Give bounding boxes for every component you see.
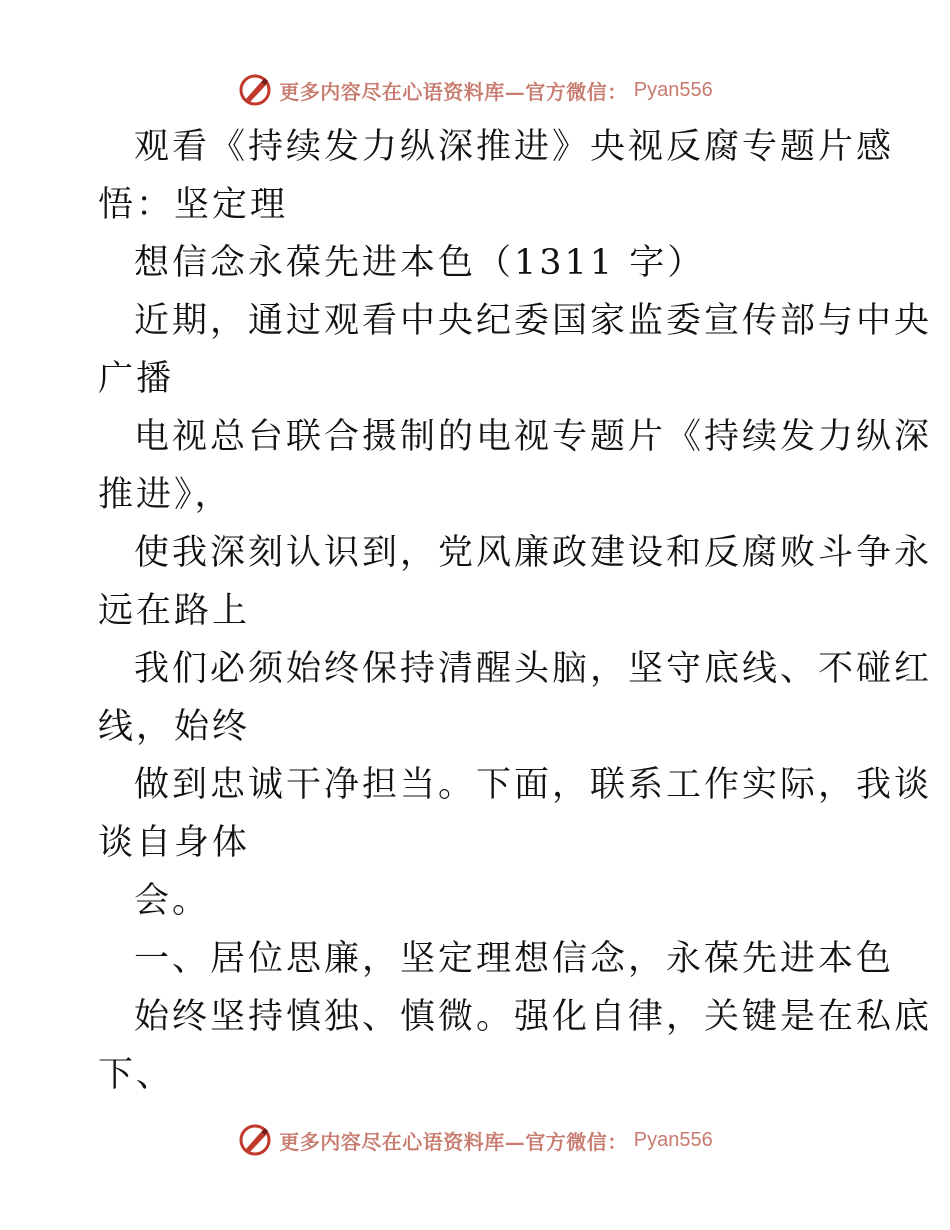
paragraph-line: 线，始终	[98, 707, 251, 747]
pen-logo-icon	[237, 72, 273, 108]
paragraph-line: 做到忠诚干净担当。下面，联系工作实际，我谈	[134, 765, 933, 805]
paragraph-line: 使我深刻认识到，党风廉政建设和反腐败斗争永	[134, 533, 933, 573]
header-watermark	[0, 70, 950, 110]
title-line-2: 悟：坚定理	[98, 185, 289, 225]
paragraph-line: 谈自身体	[98, 823, 251, 863]
paragraph-line: 广播	[98, 359, 175, 399]
paragraph-line: 远在路上	[98, 591, 251, 631]
section-heading: 一、居位思廉，坚定理想信念，永葆先进本色	[134, 939, 895, 979]
document-body	[98, 118, 933, 1104]
paragraph-line: 会。	[134, 881, 211, 921]
paragraph-line: 近期，通过观看中央纪委国家监委宣传部与中央	[134, 301, 933, 341]
paragraph-line: 推进》，	[98, 475, 233, 515]
watermark-wechat-id: Pyan556	[633, 78, 713, 101]
watermark-text: 更多内容尽在心语资料库—官方微信：	[279, 79, 628, 104]
watermark-text: 更多内容尽在心语资料库—官方微信：	[279, 1129, 628, 1154]
footer-watermark	[0, 1120, 950, 1160]
paragraph-line: 电视总台联合摄制的电视专题片《持续发力纵深	[134, 417, 933, 457]
title-line-3: 想信念永葆先进本色（1311 字）	[134, 243, 706, 283]
paragraph-line: 我们必须始终保持清醒头脑，坚守底线、不碰红	[134, 649, 933, 689]
pen-logo-icon	[237, 1122, 273, 1158]
watermark-wechat-id: Pyan556	[633, 1128, 713, 1151]
paragraph-line: 始终坚持慎独、慎微。强化自律，关键是在私底	[134, 997, 933, 1037]
title-line-1: 观看《持续发力纵深推进》央视反腐专题片感	[134, 127, 895, 167]
paragraph-line: 下、	[98, 1055, 175, 1095]
